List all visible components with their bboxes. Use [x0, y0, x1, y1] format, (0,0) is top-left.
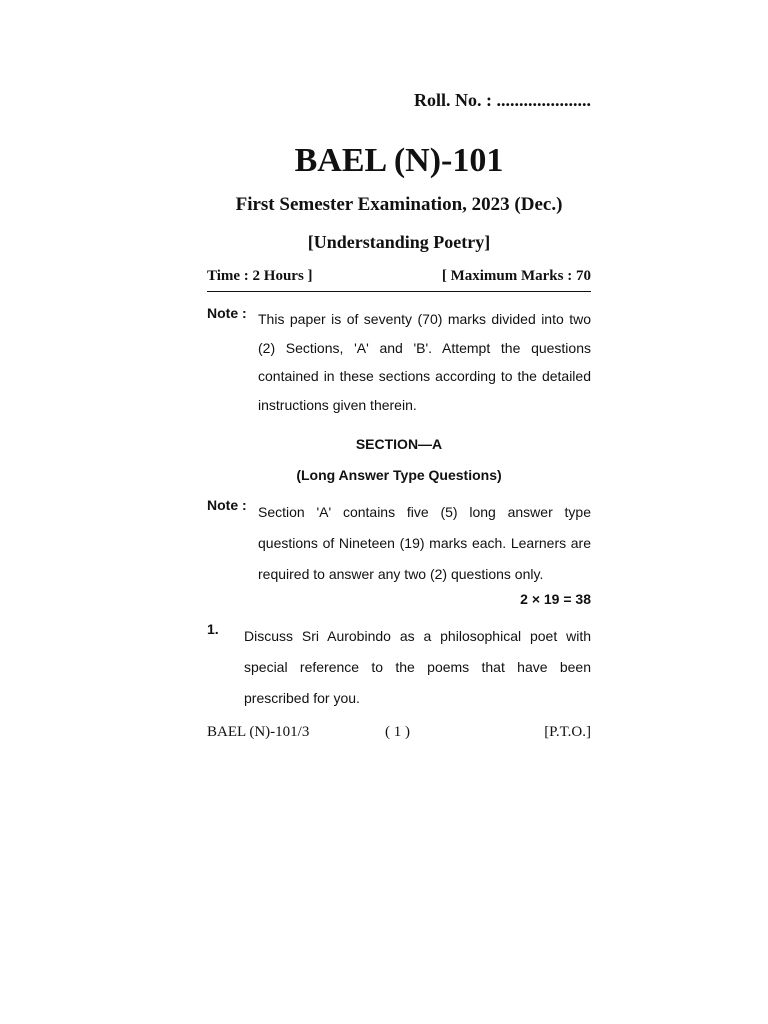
section-a-subtitle: (Long Answer Type Questions)	[296, 467, 502, 483]
roll-number-field: Roll. No. : .....................	[414, 90, 591, 110]
footer-paper-code: BAEL (N)-101/3	[207, 724, 310, 740]
note-text: This paper is of seventy (70) marks divided into two (2) Sections, 'A' and 'B'. Attempt the questions contained in these sections according to the detailed instructions given therein.	[258, 311, 591, 414]
subject-title: [Understanding Poetry]	[307, 232, 491, 252]
header-divider	[207, 291, 591, 292]
maximum-marks: [ Maximum Marks : 70	[441, 268, 591, 284]
section-a-title: SECTION—A	[355, 436, 443, 452]
note-label: Note :	[207, 305, 247, 321]
time-allowed: Time : 2 Hours ]	[207, 268, 313, 284]
footer-pto: [P.T.O.]	[544, 724, 591, 740]
question-number: 1.	[207, 621, 219, 637]
exam-name: First Semester Examination, 2023 (Dec.)	[235, 194, 563, 215]
note-label: Note :	[207, 497, 247, 513]
section-a-marks: 2 × 19 = 38	[520, 591, 591, 607]
question-text: Discuss Sri Aurobindo as a philosophical poet with special reference to the poems that have been prescribed for you.	[244, 628, 591, 706]
footer-page-number: ( 1 )	[385, 724, 410, 740]
note-text: Section 'A' contains five (5) long answer type questions of Nineteen (19) marks each. Learners are required to answer any two (2) questions only.	[258, 504, 591, 582]
paper-code-title: BAEL (N)-101	[294, 142, 504, 179]
